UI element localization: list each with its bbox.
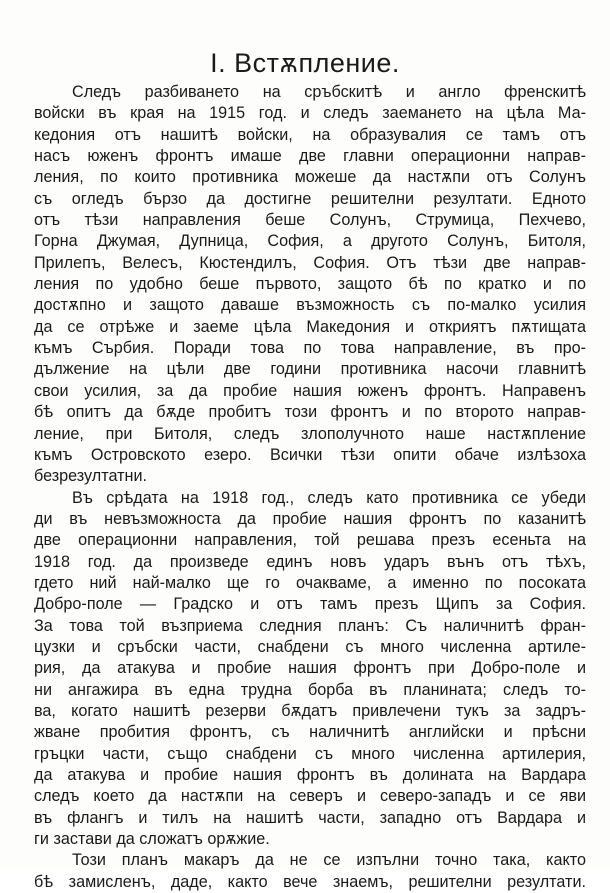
text-line: ление, при Битоля, следъ злополучното наше настѫпление xyxy=(34,424,586,443)
text-line: жване пробития фронтъ, съ наличнитѣ английски и прѣсни xyxy=(34,723,586,742)
text-line: Добро-поле — Градско и отъ тамъ презъ Щипъ за София. xyxy=(34,595,586,614)
text-line: бѣ замисленъ, даде, както вече знаемъ, решителни резултати. xyxy=(34,872,586,891)
chapter-title: I. Встѫпление. xyxy=(210,48,400,79)
text-line: Горна Джумая, Дупница, София, а другото Солунъ, Битоля, xyxy=(34,232,586,251)
text-line: ги застави да сложатъ орѫжие. xyxy=(34,830,270,849)
text-line: Прилепъ, Велесъ, Кюстендилъ, София. Отъ тѣзи две направ- xyxy=(34,253,586,272)
paragraph-1 xyxy=(34,82,586,488)
text-line: За това той възприема следния планъ: Съ наличнитѣ фран- xyxy=(34,616,586,635)
text-line: въ флангъ и тилъ на нашитѣ части, западно отъ Вардара и xyxy=(34,808,586,827)
text-line: рия, да атакува и пробие нашия фронтъ при Добро-поле и xyxy=(34,659,586,678)
text-line: войски въ края на 1915 год. и следъ заемането на цѣла Ма- xyxy=(34,104,586,123)
text-line: следъ което да настѫпи на северъ и северо-западъ и се яви xyxy=(34,787,586,806)
body-text xyxy=(34,82,586,893)
text-line: бѣ опитъ да бѫде пробитъ този фронтъ и по второто направ- xyxy=(34,403,586,422)
text-line: ни ангажира въ една трудна борба въ планината; следъ то- xyxy=(34,680,586,699)
text-line: ди въ невъзможноста да пробие нашия фронтъ по казанитѣ xyxy=(34,509,586,528)
text-line: съ огледъ бързо да достигне решителни резултати. Едното xyxy=(34,189,586,208)
paragraph-2 xyxy=(34,488,586,851)
text-line: 1918 год. да произведе единъ новъ ударъ вънъ отъ тѣхъ, xyxy=(34,552,586,571)
text-line: да атакува и пробие нашия фронтъ въ долината на Вардара xyxy=(34,766,586,784)
text-line: достѫпно и защото даваше възможность съ по-малко усилия xyxy=(34,296,586,315)
text-line: ления, по които противника можеше да настѫпи отъ Солунъ xyxy=(34,168,586,187)
text-line: Този планъ макаръ да не се изпълни точно така, както xyxy=(72,851,586,870)
text-line: дължение на цѣли две години противника насочи главнитѣ xyxy=(34,360,586,379)
text-line: да се отрѣже и заеме цѣла Македония и откриятъ пѫтищата xyxy=(34,317,586,336)
text-line: Въ срѣдата на 1918 год., следъ като противника се убеди xyxy=(72,488,586,507)
text-line: ления по удобно беше първото, защото бѣ по кратко и по xyxy=(34,275,586,294)
text-line: къмъ Сърбия. Поради това по това направление, въ про- xyxy=(34,339,586,358)
text-line: кедония отъ нашитѣ войски, на образувалия се тамъ отъ xyxy=(34,125,586,144)
text-line: гръцки части, също снабдени съ много численна артилерия, xyxy=(34,744,586,763)
text-line: насъ юженъ фронтъ имаше две главни операционни направ- xyxy=(34,147,586,166)
text-line: две операционни направления, той решава презъ есеньта на xyxy=(34,531,586,550)
text-line: къмъ Островското езеро. Всички тѣзи опити обаче излѣзоха xyxy=(34,445,586,464)
text-line: цузки и сръбски части, снабдени съ много численна артиле- xyxy=(34,637,586,656)
text-line: отъ тѣзи направления беше Солунъ, Струмица, Пехчево, xyxy=(34,211,586,230)
text-line: Следъ разбиването на сръбскитѣ и англо френскитѣ xyxy=(72,83,586,101)
text-line: безрезултатни. xyxy=(34,467,148,486)
text-line: гдето ний най-малко ще го очакваме, а именно по посоката xyxy=(34,573,586,592)
text-line: ва, когато нашитѣ резерви бѫдатъ привлечени тукъ за задръ- xyxy=(34,701,586,720)
paragraph-3 xyxy=(34,850,586,893)
text-line: свои усилия, за да пробие нашия юженъ фронтъ. Направенъ xyxy=(34,381,586,400)
